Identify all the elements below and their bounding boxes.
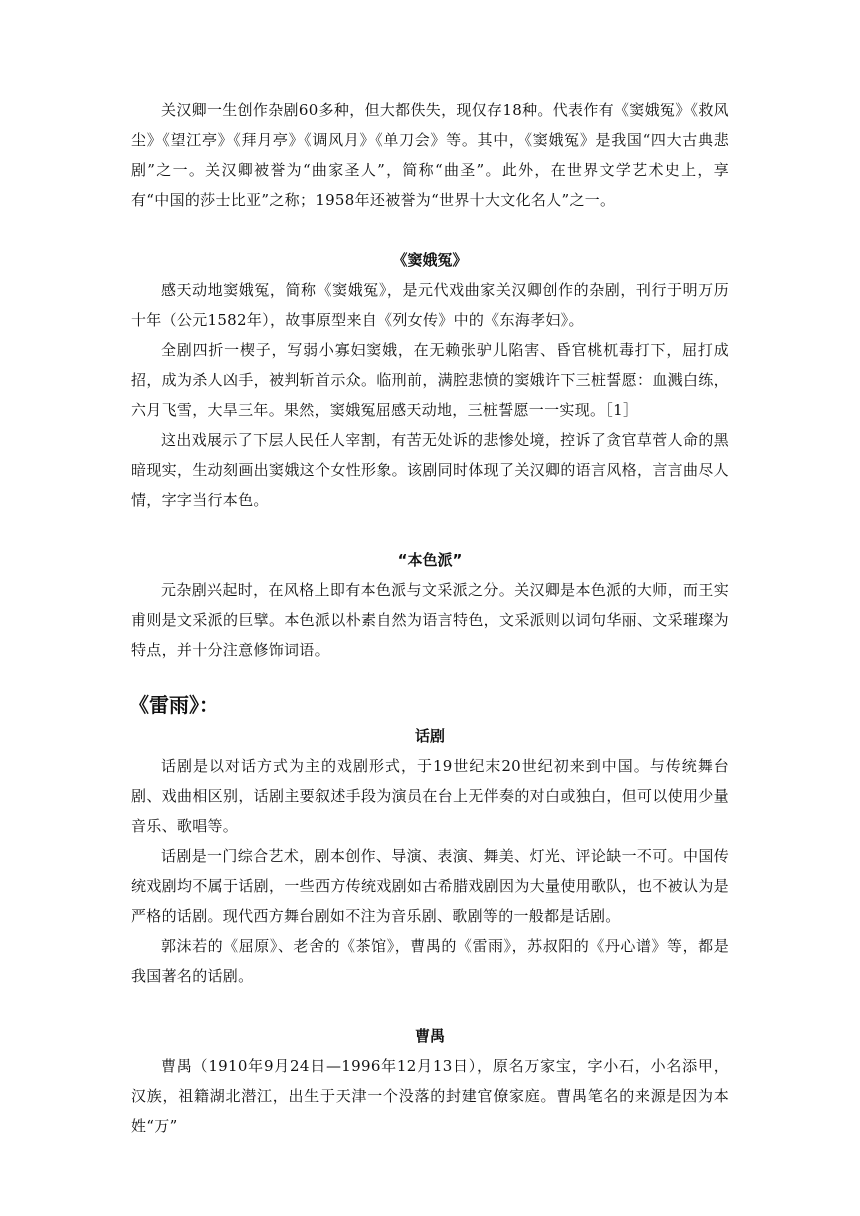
document-body xyxy=(131,95,729,1141)
section-title-caoyu: 曹禺 xyxy=(414,1027,445,1045)
douewan-paragraph-2: 全剧四折一楔子，写弱小寡妇窦娥，在无赖张驴儿陷害、昏官桃杌毒打下，屈打成招，成为杀人凶手，被判斩首示众。临刑前，满腔悲愤的窦娥许下三桩誓愿：血溅白练，六月飞雪，大旱三年。果然，窦娥冤屈感天动地，三桩誓愿一一实现。［1］ xyxy=(131,341,729,419)
intro-paragraph: 关汉卿一生创作杂剧60多种，但大都佚失，现仅存18种。代表作有《窦娥冤》《救风尘》《望江亭》《拜月亭》《调风月》《单刀会》等。其中，《窦娥冤》是我国“四大古典悲剧”之一。关汉卿被誉为“曲家圣人”，简称“曲圣”。此外，在世界文学艺术史上，享有“中国的莎士比亚”之称；1958年还被誉为“世界十大文化名人”之一。 xyxy=(131,101,729,209)
heading-leiyu: 《雷雨》： xyxy=(129,693,219,717)
huaju-paragraph-3: 郭沫若的《屈原》、老舍的《茶馆》，曹禺的《雷雨》，苏叔阳的《丹心谱》等，都是我国著名的话剧。 xyxy=(131,937,729,985)
huaju-paragraph-1: 话剧是以对话方式为主的戏剧形式，于19世纪末20世纪初来到中国。与传统舞台剧、戏曲相区别，话剧主要叙述手段为演员在台上无伴奏的对白或独白，但可以使用少量音乐、歌唱等。 xyxy=(131,757,729,835)
bensepai-paragraph: 元杂剧兴起时，在风格上即有本色派与文采派之分。关汉卿是本色派的大师，而王实甫则是文采派的巨擘。本色派以朴素自然为语言特色，文采派则以词句华丽、文采璀璨为特点，并十分注意修饰词语。 xyxy=(131,581,729,659)
douewan-paragraph-1: 感天动地窦娥冤，简称《窦娥冤》，是元代戏曲家关汉卿创作的杂剧，刊行于明万历十年（公元1582年），故事原型来自《列女传》中的《东海孝妇》。 xyxy=(131,281,729,329)
section-title-bensepai: “本色派” xyxy=(397,551,463,569)
douewan-paragraph-3: 这出戏展示了下层人民任人宰割，有苦无处诉的悲惨处境，控诉了贪官草菅人命的黑暗现实，生动刻画出窦娥这个女性形象。该剧同时体现了关汉卿的语言风格，言言曲尽人情，字字当行本色。 xyxy=(131,431,729,509)
huaju-paragraph-2: 话剧是一门综合艺术，剧本创作、导演、表演、舞美、灯光、评论缺一不可。中国传统戏剧均不属于话剧，一些西方传统戏剧如古希腊戏剧因为大量使用歌队，也不被认为是严格的话剧。现代西方舞台剧如不注为音乐剧、歌剧等的一般都是话剧。 xyxy=(131,847,729,925)
section-title-douewan: 《窦娥冤》 xyxy=(392,251,468,269)
section-title-huaju: 话剧 xyxy=(414,727,445,745)
caoyu-paragraph-1: 曹禺（1910年9月24日—1996年12月13日），原名万家宝，字小石，小名添甲，汉族，祖籍湖北潜江，出生于天津一个没落的封建官僚家庭。曹禺笔名的来源是因为本姓“万” xyxy=(131,1057,729,1135)
